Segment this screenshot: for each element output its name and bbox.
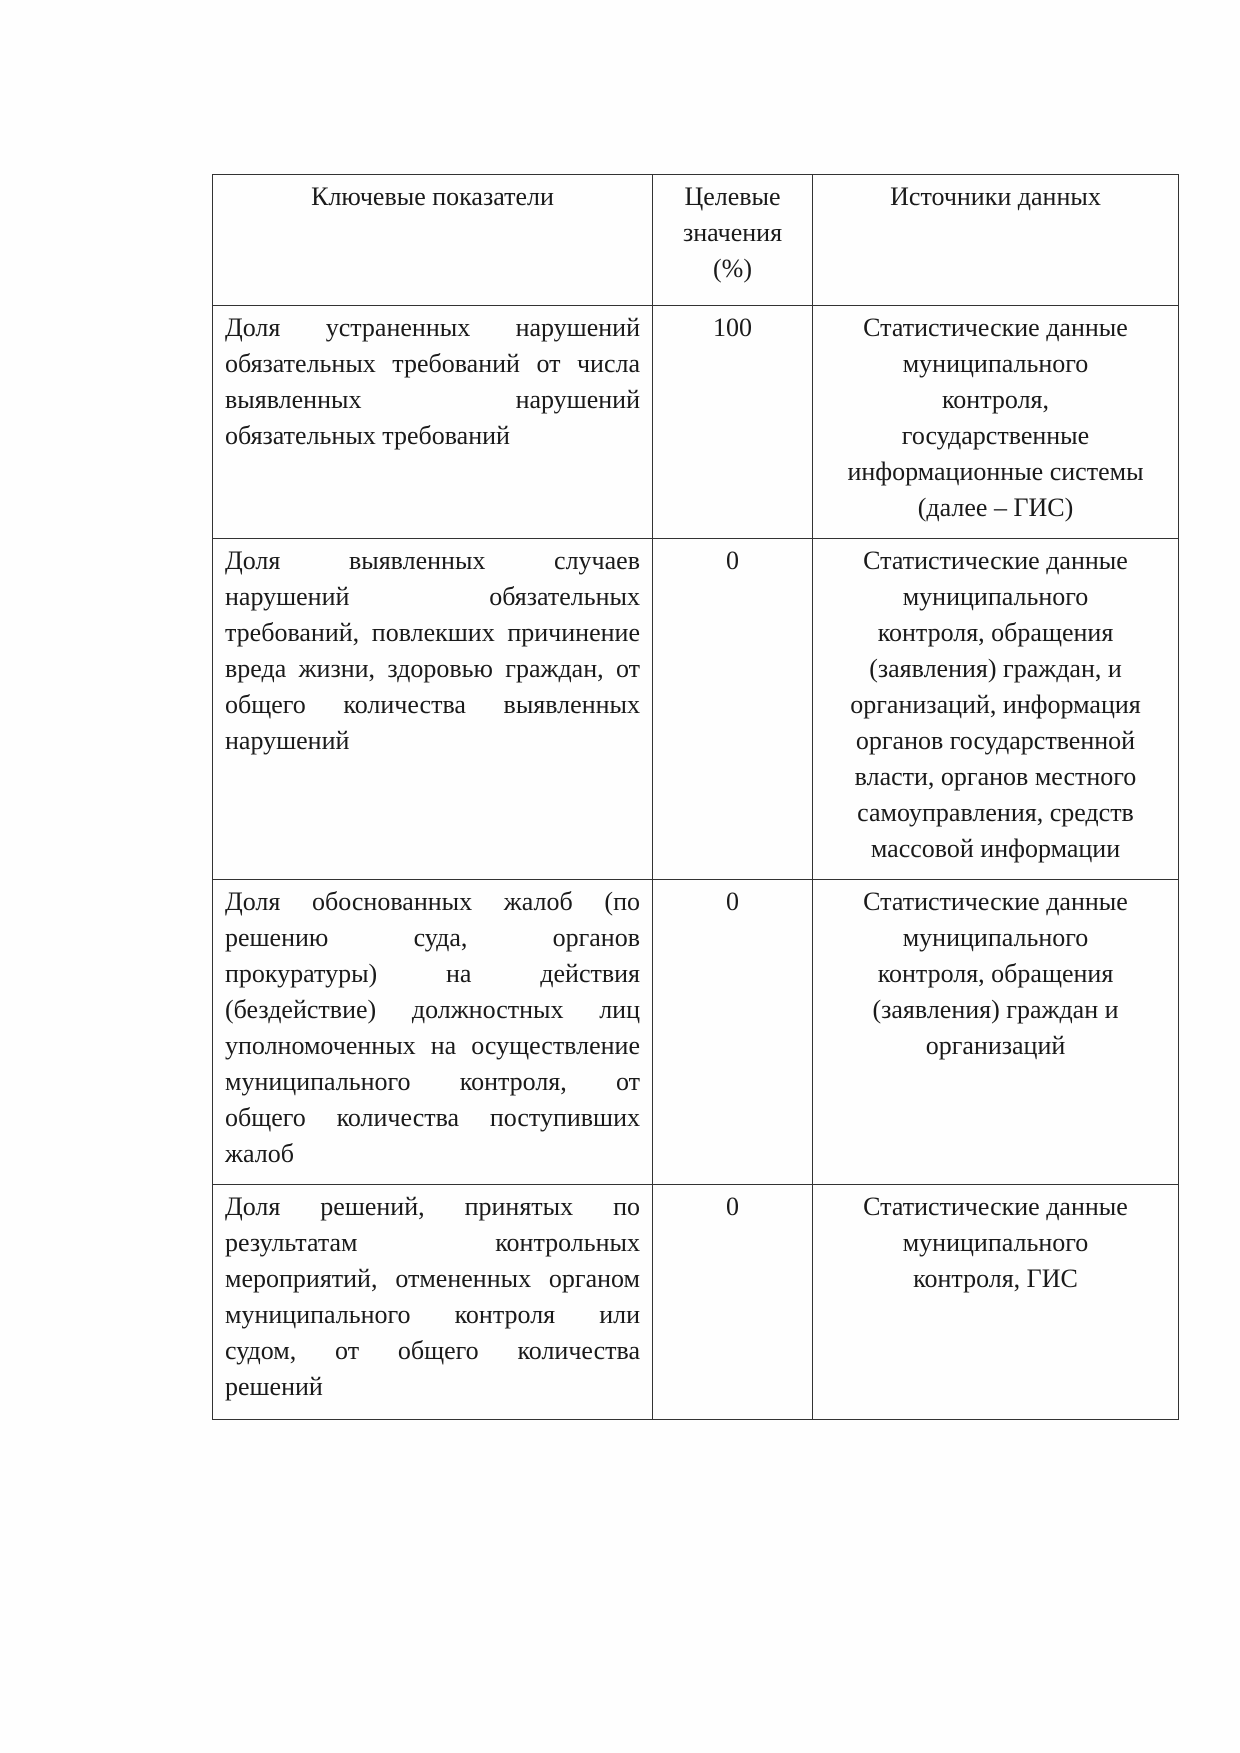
source-text: Статистические данные муниципального контроля, обращения (заявления) граждан, и организаций, информация органов государственной власти, органов местного самоуправления, средств массовой информации [850,546,1141,863]
target-value: 0 [726,546,739,575]
source-text: Статистические данные муниципального контроля, ГИС [863,1192,1128,1293]
target-value: 0 [726,1192,739,1221]
header-data-sources-label: Источники данных [890,182,1101,211]
header-indicators-label: Ключевые показатели [311,182,554,211]
indicator-cell [213,880,653,1185]
target-value: 100 [713,313,752,342]
source-cell [813,880,1179,1185]
target-cell [653,306,813,539]
target-cell [653,1185,813,1420]
indicator-text: Доля выявленных случаев нарушений обязательных требований, повлекших причинение вреда жизни, здоровью граждан, от общего количества выявленных нарушений [225,546,640,755]
table-row [213,539,1179,880]
table-row [213,1185,1179,1420]
key-indicators-table [212,174,1179,1420]
source-cell [813,1185,1179,1420]
target-cell [653,880,813,1185]
indicator-cell [213,1185,653,1420]
header-data-sources [813,175,1179,306]
indicator-cell [213,539,653,880]
source-cell [813,539,1179,880]
header-target-values [653,175,813,306]
indicator-text: Доля обоснованных жалоб (по решению суда, органов прокуратуры) на действия (бездействие) должностных лиц уполномоченных на осуществление муниципального контроля, от общего количества поступивших жалоб [225,887,640,1168]
source-cell [813,306,1179,539]
table-row [213,880,1179,1185]
table-header-row [213,175,1179,306]
source-text: Статистические данные муниципального контроля, государственные информационные системы (далее – ГИС) [847,313,1144,522]
indicator-text: Доля решений, принятых по результатам контрольных мероприятий, отмененных органом муниципального контроля или судом, от общего количества решений [225,1192,640,1401]
indicator-cell [213,306,653,539]
header-indicators [213,175,653,306]
header-target-values-label: Целевые значения (%) [682,182,783,283]
source-text: Статистические данные муниципального контроля, обращения (заявления) граждан и организаций [863,887,1128,1060]
table-row [213,306,1179,539]
indicator-text: Доля устраненных нарушений обязательных требований от числа выявленных нарушений обязательных требований [225,313,640,450]
target-value: 0 [726,887,739,916]
target-cell [653,539,813,880]
